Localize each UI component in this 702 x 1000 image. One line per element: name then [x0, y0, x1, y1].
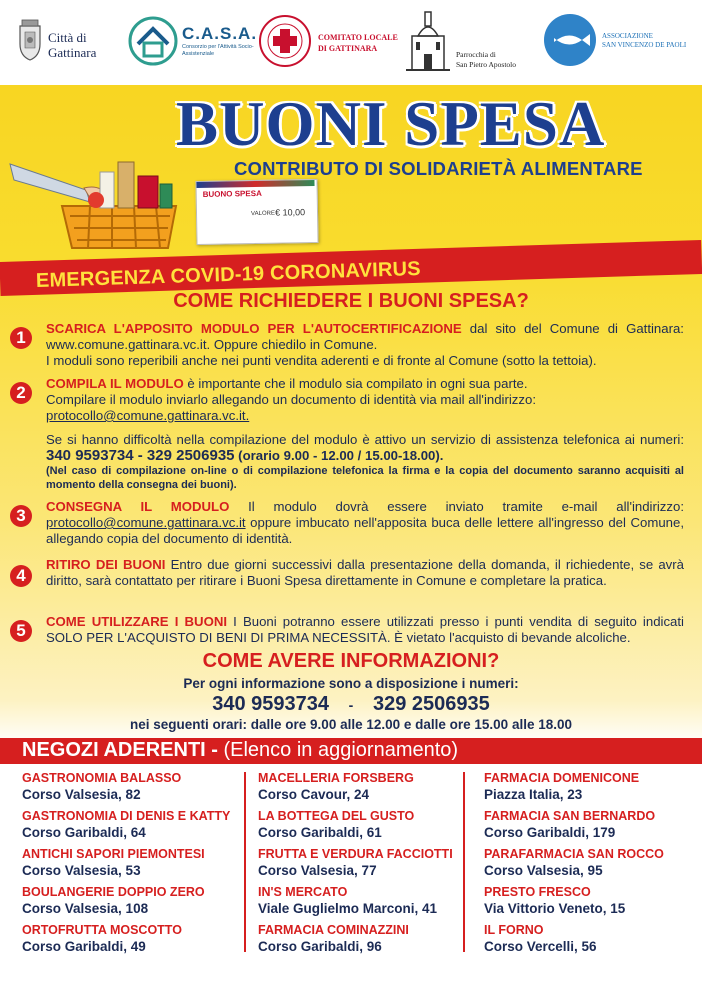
step-body-2: I moduli sono reperibili anche nei punti vendita aderenti e di fronte al Comune (sotto la tettoia). — [46, 353, 597, 368]
step-body-3: Se si hanno difficoltà nella compilazione del modulo è attivo un servizio di assistenza telefonica ai numeri: — [46, 432, 684, 447]
shop-address: Corso Cavour, 24 — [258, 787, 370, 802]
emergency-title: EMERGENZA COVID-19 CORONAVIRUS — [35, 257, 422, 292]
city-line-2: Gattinara — [48, 45, 97, 60]
shop-name: MACELLERIA FORSBERG — [258, 771, 414, 785]
shop-item — [22, 922, 242, 960]
voucher-value-label: VALORE — [250, 210, 275, 218]
shop-item — [484, 808, 694, 846]
step-note: (Nel caso di compilazione on-line o di compilazione telefonica la firma e la copia del documento saranno acquisiti al momento della consegna dei buoni). — [46, 465, 684, 491]
shop-address: Piazza Italia, 23 — [484, 787, 583, 802]
shop-name: BOULANGERIE DOPPIO ZERO — [22, 885, 205, 899]
shop-address: Corso Garibaldi, 96 — [258, 939, 382, 954]
shop-name: PARAFARMACIA SAN ROCCO — [484, 847, 664, 861]
step-body: Entro due giorni successivi dalla presentazione della domanda, il richiedente, se avrà diritto, sarà contattato per ritirare i Buoni Spesa direttamente in Comune e completare la pratica. — [46, 557, 684, 588]
svp-line-1: ASSOCIAZIONE — [602, 32, 653, 40]
shop-name: PRESTO FRESCO — [484, 885, 591, 899]
step-number: 5 — [10, 620, 32, 642]
assistance-hours: (orario 9.00 - 12.00 / 15.00-18.00). — [234, 448, 444, 463]
page-subtitle: CONTRIBUTO DI SOLIDARIETÀ ALIMENTARE — [234, 158, 643, 179]
phone-number-2[interactable]: 329 2506935 — [373, 693, 490, 715]
voucher-amount: € 10,00 — [274, 207, 306, 218]
casa-house-icon — [128, 16, 178, 66]
step-text — [46, 614, 684, 646]
red-cross-committee — [318, 32, 398, 54]
shops-title — [22, 739, 458, 762]
shop-item — [22, 770, 242, 808]
step-number: 2 — [10, 382, 32, 404]
column-divider — [463, 772, 465, 952]
parish-line-1: Parrocchia di — [456, 50, 496, 59]
assistance-phones: 340 9593734 - 329 2506935 — [46, 447, 235, 464]
shop-name: GASTRONOMIA DI DENIS E KATTY — [22, 809, 231, 823]
shop-address: Corso Garibaldi, 179 — [484, 825, 616, 840]
how-to-title: COME RICHIEDERE I BUONI SPESA? — [173, 290, 529, 312]
step-text — [46, 321, 684, 369]
voucher-image — [195, 179, 318, 245]
shops-column-2 — [258, 770, 458, 960]
shop-item — [484, 922, 694, 960]
step-body: I Buoni potranno essere utilizzati presso i punti vendita di seguito indicati SOLO PER L'ACQUISTO DI BENI DI PRIMA NECESSITÀ. È vietato l'acquisto di bevande alcoliche. — [46, 614, 684, 645]
phone-number-1[interactable]: 340 9593734 — [212, 693, 329, 715]
shop-name: FRUTTA E VERDURA FACCIOTTI — [258, 847, 453, 861]
cri-line-1: COMITATO LOCALE — [318, 33, 398, 42]
parish-line-2: San Pietro Apostolo — [456, 60, 517, 69]
shop-name: IL FORNO — [484, 923, 544, 937]
step-text — [46, 376, 684, 492]
shop-item — [258, 922, 458, 960]
step-number: 1 — [10, 327, 32, 349]
step-body: è importante che il modulo sia compilato in ogni sua parte. — [183, 376, 528, 391]
city-name — [48, 30, 96, 60]
shop-name: LA BOTTEGA DEL GUSTO — [258, 809, 415, 823]
shop-name: FARMACIA SAN BERNARDO — [484, 809, 656, 823]
svp-line-2: SAN VINCENZO DE PAOLI — [602, 41, 687, 49]
shop-address: Corso Garibaldi, 61 — [258, 825, 382, 840]
shop-address: Corso Vercelli, 56 — [484, 939, 597, 954]
shop-item — [484, 770, 694, 808]
city-line-1: Città di — [48, 30, 87, 45]
logo-header — [0, 0, 702, 85]
city-crest-icon — [16, 18, 44, 62]
step-lead: RITIRO DEI BUONI — [46, 557, 166, 572]
shops-title-main: NEGOZI ADERENTI - — [22, 739, 224, 761]
shop-item — [258, 884, 458, 922]
info-intro: Per ogni informazione sono a disposizione i numeri: — [183, 676, 519, 691]
church-icon — [404, 10, 452, 74]
shops-column-3 — [484, 770, 694, 960]
step-number: 3 — [10, 505, 32, 527]
step-body-2: oppure imbucato nell'apposita buca delle lettere all'ingresso del Comune, allegando copia del documento di identità. — [46, 515, 684, 546]
red-cross-icon — [258, 14, 312, 68]
step-lead: CONSEGNA IL MODULO — [46, 499, 230, 514]
step-lead: SCARICA L'APPOSITO MODULO PER L'AUTOCERTIFICAZIONE — [46, 321, 462, 336]
casa-subtitle: Consorzio per l'Attività Socio-Assistenziale — [182, 44, 254, 57]
shop-item — [258, 846, 458, 884]
shop-item — [258, 808, 458, 846]
step-text — [46, 499, 684, 547]
shop-name: ANTICHI SAPORI PIEMONTESI — [22, 847, 205, 861]
column-divider — [244, 772, 246, 952]
email-link[interactable]: protocollo@comune.gattinara.vc.it — [46, 515, 246, 530]
voucher-title: BUONO SPESA — [202, 188, 262, 199]
voucher-logos — [196, 180, 314, 188]
phone-separator: - — [348, 697, 354, 713]
shop-item — [484, 846, 694, 884]
fish-emblem-icon — [542, 12, 598, 68]
email-link[interactable]: protocollo@comune.gattinara.vc.it. — [46, 408, 250, 423]
parish-name — [456, 50, 516, 70]
shop-address: Viale Guglielmo Marconi, 41 — [258, 901, 438, 916]
svp-association — [602, 32, 686, 50]
step-lead: COMPILA IL MODULO — [46, 376, 184, 391]
info-phones — [0, 693, 702, 716]
step-text — [46, 557, 684, 589]
shop-address: Corso Valsesia, 77 — [258, 863, 377, 878]
shops-column-1 — [22, 770, 242, 960]
shop-item — [22, 884, 242, 922]
shop-name: ORTOFRUTTA MOSCOTTO — [22, 923, 182, 937]
step-body: dal sito del Comune di Gattinara: www.comune.gattinara.vc.it. Oppure chiedilo in Comune. — [46, 321, 684, 352]
step-lead: COME UTILIZZARE I BUONI — [46, 614, 228, 629]
casa-title: C.A.S.A. — [182, 24, 258, 43]
info-title: COME AVERE INFORMAZIONI? — [202, 650, 500, 672]
shop-address: Corso Valsesia, 95 — [484, 863, 603, 878]
cri-line-2: DI GATTINARA — [318, 44, 378, 53]
shop-address: Corso Garibaldi, 64 — [22, 825, 146, 840]
shop-name: IN'S MERCATO — [258, 885, 348, 899]
shop-name: FARMACIA COMINAZZINI — [258, 923, 409, 937]
shops-title-note: (Elenco in aggiornamento) — [223, 739, 459, 761]
step-body-2: Compilare il modulo inviarlo allegando un documento di identità via mail all'indirizzo: — [46, 392, 536, 407]
shop-address: Corso Valsesia, 82 — [22, 787, 141, 802]
step-body: Il modulo dovrà essere inviato tramite e-mail all'indirizzo: — [229, 499, 684, 514]
step-number: 4 — [10, 565, 32, 587]
shop-item — [22, 846, 242, 884]
shop-item — [258, 770, 458, 808]
info-hours: nei seguenti orari: dalle ore 9.00 alle 12.00 e dalle ore 15.00 alle 18.00 — [130, 717, 572, 732]
shop-address: Corso Valsesia, 53 — [22, 863, 141, 878]
shop-item — [484, 884, 694, 922]
page-title: BUONI SPESA — [176, 89, 606, 159]
shop-address: Corso Garibaldi, 49 — [22, 939, 146, 954]
shop-name: GASTRONOMIA BALASSO — [22, 771, 182, 785]
shop-name: FARMACIA DOMENICONE — [484, 771, 640, 785]
shop-item — [22, 808, 242, 846]
shop-address: Via Vittorio Veneto, 15 — [484, 901, 626, 916]
shop-address: Corso Valsesia, 108 — [22, 901, 149, 916]
